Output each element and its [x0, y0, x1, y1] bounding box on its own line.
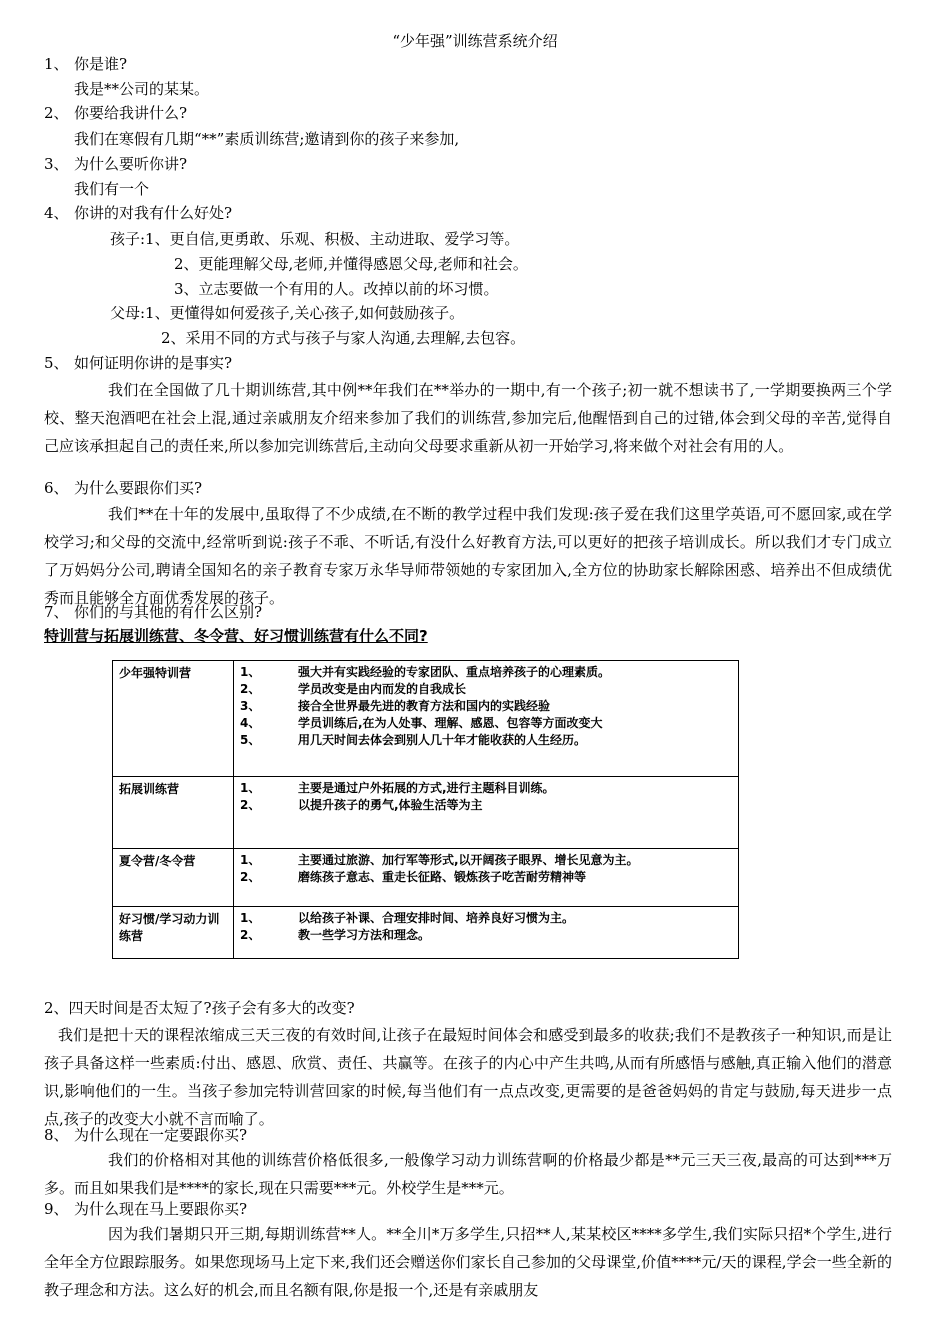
camp-features [234, 907, 739, 959]
question-text: 为什么现在一定要跟你买? [74, 1126, 248, 1144]
question-text: 你是谁? [74, 55, 128, 73]
question-8 [44, 1123, 247, 1147]
question-number: 8、 [44, 1126, 69, 1144]
question-9 [44, 1197, 247, 1221]
question-text: 你要给我讲什么? [74, 104, 188, 122]
table-row [113, 849, 739, 907]
answer-5: 我们在全国做了几十期训练营,其中例**年我们在**举办的一期中,有一个孩子;初一就不想读书了,一学期要换两三个学校、整天泡酒吧在社会上混,通过亲戚朋友介绍来参加了我们的训练营,参加完后,他醒悟到自己的过错,体会到父母的辛苦,觉得自己应该承担起自己的责任来,所以参加完训练营后,主动向父母要求重新从初一开始学习,将来做个对社会有用的人。 [44, 381, 892, 455]
list-item: 1、 主要是通过户外拓展的方式,进行主题科目训练。 [240, 781, 555, 795]
list-item: 1、 主要通过旅游、加行军等形式,以开阔孩子眼界、增长见意为主。 [240, 853, 639, 867]
question-number: 4、 [44, 204, 69, 222]
list-item: 2、 磨练孩子意志、重走长征路、锻炼孩子吃苦耐劳精神等 [240, 870, 587, 884]
question-text: 为什么现在马上要跟你买? [74, 1200, 248, 1218]
question-6 [44, 476, 202, 500]
camp-name: 拓展训练营 [113, 777, 234, 849]
answer-3: 我们有一个 [74, 180, 150, 198]
question-7 [44, 600, 262, 624]
question-text: 为什么要跟你们买? [74, 479, 203, 497]
list-item: 1、 以给孩子补课、合理安排时间、培养良好习惯为主。 [240, 911, 575, 925]
question-number: 2、 [44, 104, 69, 122]
camp-name: 好习惯/学习动力训练营 [113, 907, 234, 959]
question-number: 9、 [44, 1200, 69, 1218]
answer-6: 我们**在十年的发展中,虽取得了不少成绩,在不断的教学过程中我们发现:孩子爱在我们这里学英语,可不愿回家,或在学校学习;和父母的交流中,经常听到说:孩子不乖、不听话,有没什么好教育方法,可以更好的把孩子培训成长。所以我们才专门成立了万妈妈分公司,聘请全国知名的亲子教育专家万永华导师带领她的专家团加入,全方位的协助家长解除困惑、培养出不但成绩优秀而且能够全方面优秀发展的孩子。 [44, 505, 892, 607]
question-5 [44, 351, 232, 375]
camp-name: 夏令营/冬令营 [113, 849, 234, 907]
question-1 [44, 52, 127, 76]
question-number: 3、 [44, 155, 69, 173]
list-item: 2、 学员改变是由内而发的自我成长 [240, 682, 467, 696]
answer-duration: 我们是把十天的课程浓缩成三天三夜的有效时间,让孩子在最短时间体会和感受到最多的收获;我们不是教孩子一种知识,而是让孩子具备这样一些素质:付出、感恩、欣赏、责任、共赢等。在孩子的内心中产生共鸣,从而有所感悟与感触,真正输入他们的潜意识,影响他们的一生。当孩子参加完特训营回家的时候,每当他们有一点点改变,更需要的是爸爸妈妈的肯定与鼓励,每天进步一点点,孩子的改变大小就不言而喻了。 [44, 1026, 892, 1128]
table-row [113, 777, 739, 849]
camp-features [234, 661, 739, 777]
benefit-parent-2: 2、采用不同的方式与孩子与家人沟通,去理解,去包容。 [161, 329, 526, 347]
camp-features [234, 849, 739, 907]
question-number: 7、 [44, 603, 69, 621]
comparison-heading: 特训营与拓展训练营、冬令营、好习惯训练营有什么不同? [44, 627, 428, 645]
answer-8: 我们的价格相对其他的训练营价格低很多,一般像学习动力训练营啊的价格最少都是**元三天三夜,最高的可达到***万多。而且如果我们是****的家长,现在只需要***元。外校学生是***元。 [44, 1151, 892, 1197]
camp-name: 少年强特训营 [113, 661, 234, 777]
list-item: 2、 以提升孩子的勇气,体验生活等为主 [240, 798, 483, 812]
benefit-child-3: 3、立志要做一个有用的人。改掉以前的坏习惯。 [174, 280, 499, 298]
question-number: 5、 [44, 354, 69, 372]
table-row [113, 661, 739, 777]
question-number: 6、 [44, 479, 69, 497]
list-item: 4、 学员训练后,在为人处事、理解、感恩、包容等方面改变大 [240, 716, 603, 730]
comparison-table [112, 660, 739, 959]
benefit-child-1: 孩子:1、更自信,更勇敢、乐观、积极、主动进取、爱学习等。 [110, 230, 520, 248]
question-text: 如何证明你讲的是事实? [74, 354, 233, 372]
question-4 [44, 201, 232, 225]
question-text: 为什么要听你讲? [74, 155, 188, 173]
question-3 [44, 152, 187, 176]
list-item: 2、 教一些学习方法和理念。 [240, 928, 431, 942]
document-title: “少年强”训练营系统介绍 [392, 32, 558, 50]
answer-1: 我是**公司的某某。 [74, 80, 210, 98]
question-number: 1、 [44, 55, 69, 73]
question-text: 你讲的对我有什么好处? [74, 204, 233, 222]
question-duration: 2、四天时间是否太短了?孩子会有多大的改变? [44, 999, 355, 1017]
question-text: 你们的与其他的有什么区别? [74, 603, 263, 621]
table-row [113, 907, 739, 959]
list-item: 5、 用几天时间去体会到别人几十年才能收获的人生经历。 [240, 733, 587, 747]
list-item: 1、 强大并有实践经验的专家团队、重点培养孩子的心理素质。 [240, 665, 611, 679]
list-item: 3、 接合全世界最先进的教育方法和国内的实践经验 [240, 699, 551, 713]
answer-2: 我们在寒假有几期“**”素质训练营;邀请到你的孩子来参加, [74, 130, 460, 148]
benefit-parent-1: 父母:1、更懂得如何爱孩子,关心孩子,如何鼓励孩子。 [110, 304, 465, 322]
question-2 [44, 101, 187, 125]
camp-features [234, 777, 739, 849]
answer-9: 因为我们暑期只开三期,每期训练营**人。**全川*万多学生,只招**人,某某校区****多学生,我们实际只招*个学生,进行全年全方位跟踪服务。如果您现场马上定下来,我们还会赠送你们家长自己参加的父母课堂,价值****元/天的课程,学会一些全新的教子理念和方法。这么好的机会,而且名额有限,你是报一个,还是有亲戚朋友 [44, 1225, 892, 1299]
benefit-child-2: 2、更能理解父母,老师,并懂得感恩父母,老师和社会。 [174, 255, 528, 273]
